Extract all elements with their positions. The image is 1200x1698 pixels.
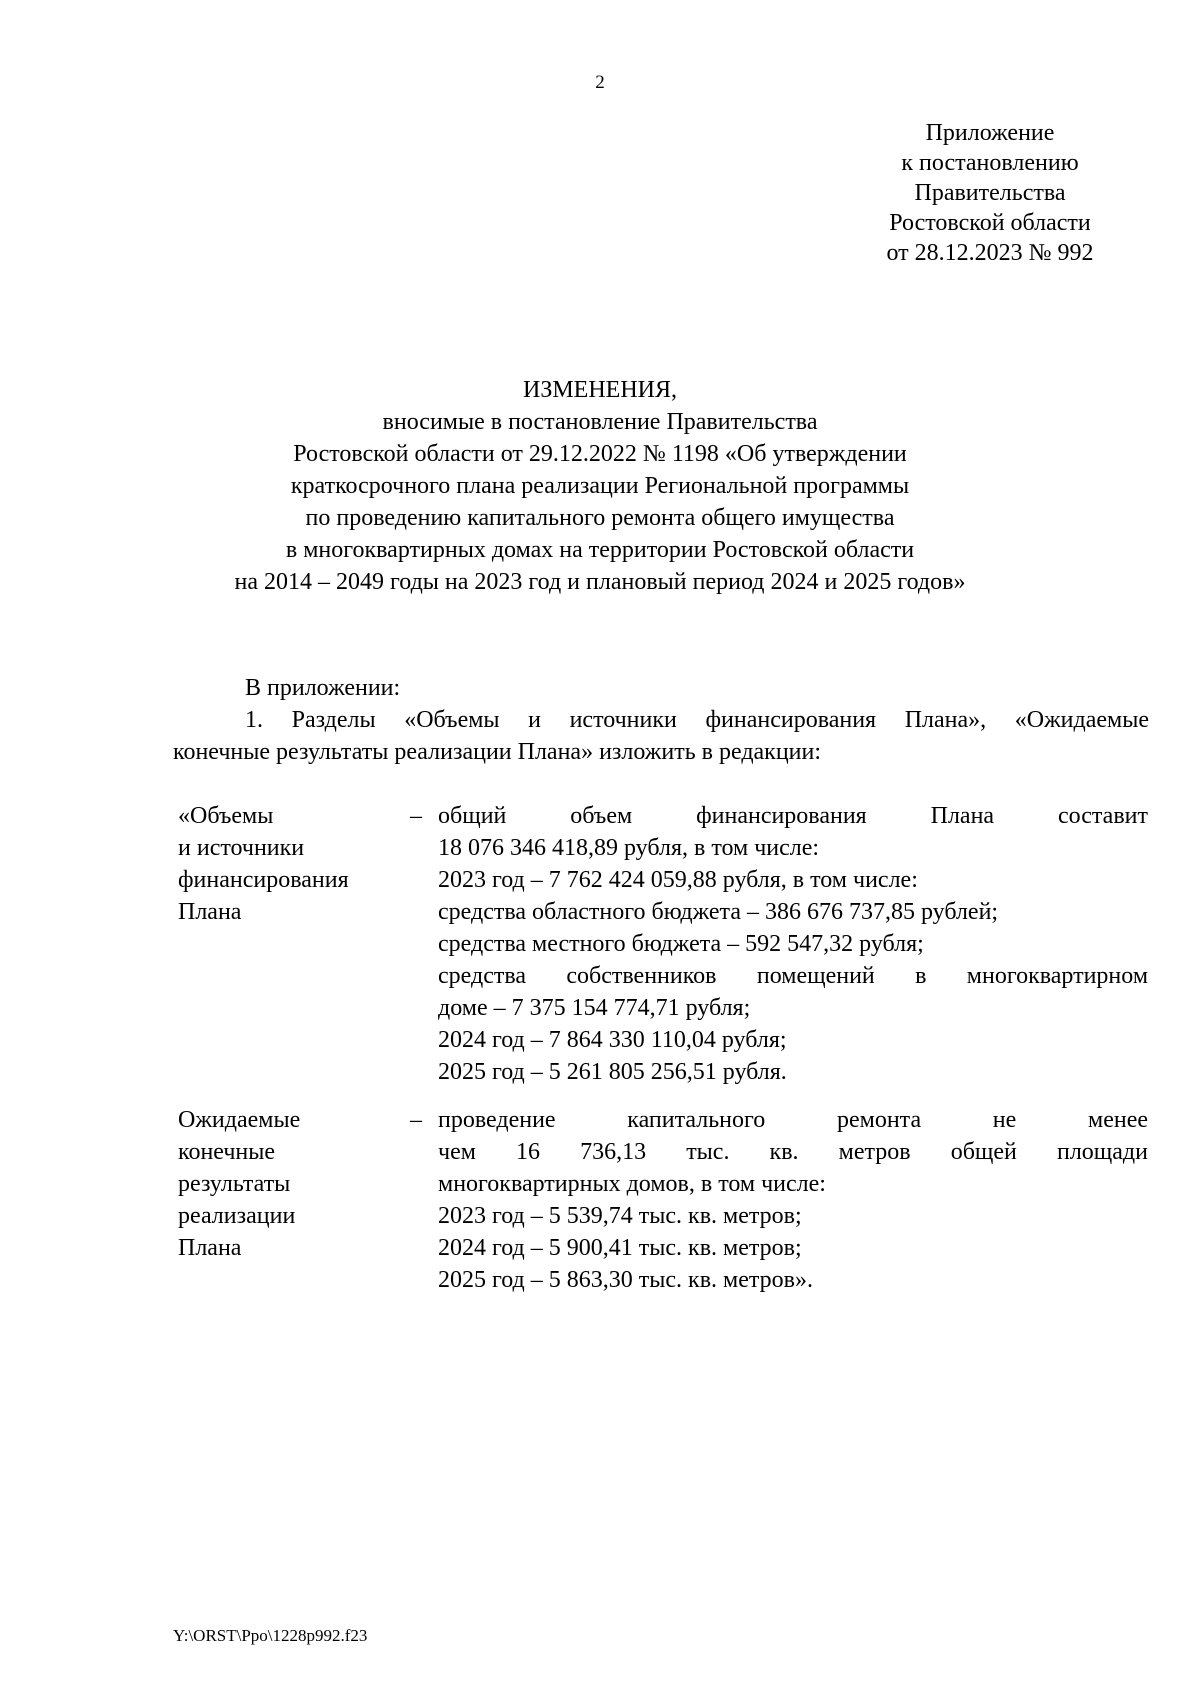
section-label-line: Ожидаемые bbox=[178, 1107, 301, 1133]
section-value bbox=[438, 1104, 1148, 1296]
appendix-line: Приложение bbox=[925, 120, 1055, 146]
section-label bbox=[178, 1104, 398, 1264]
title-line: вносимые в постановление Правительства bbox=[382, 409, 818, 435]
section-value-line: 18 076 346 418,89 рубля, в том числе: bbox=[438, 835, 820, 861]
appendix-line: Ростовской области bbox=[889, 210, 1091, 236]
appendix-line: от 28.12.2023 № 992 bbox=[886, 240, 1094, 266]
section-dash: – bbox=[410, 803, 422, 829]
section-value-line: 2023 год – 7 762 424 059,88 рубля, в том числе: bbox=[438, 867, 918, 893]
section-value-line: средства местного бюджета – 592 547,32 рубля; bbox=[438, 931, 924, 957]
section-label-line: результаты bbox=[178, 1171, 291, 1197]
section-label-line: реализации bbox=[178, 1203, 296, 1229]
appendix-block bbox=[810, 118, 1170, 268]
section-value-line: 2025 год – 5 863,30 тыс. кв. метров». bbox=[438, 1267, 813, 1293]
item-1-line-1 bbox=[173, 704, 1149, 736]
section-value-line: средства областного бюджета – 386 676 737,85 рублей; bbox=[438, 899, 999, 925]
title-heading: ИЗМЕНЕНИЯ, bbox=[522, 377, 678, 403]
section-value-line: общий объем финансирования Плана составит bbox=[438, 803, 1148, 829]
section-label-line: и источники bbox=[178, 835, 305, 861]
title-line: на 2014 – 2049 годы на 2023 год и плановый период 2024 и 2025 годов» bbox=[234, 569, 966, 595]
body-text bbox=[173, 672, 1149, 768]
appendix-line: Правительства bbox=[914, 180, 1066, 206]
section-dash: – bbox=[410, 1107, 422, 1133]
item-1-line-2: конечные результаты реализации Плана» изложить в редакции: bbox=[173, 739, 822, 765]
document-title bbox=[0, 374, 1200, 598]
section-value-line: 2025 год – 5 261 805 256,51 рубля. bbox=[438, 1059, 787, 1085]
section-label-line: Плана bbox=[178, 1235, 242, 1261]
intro-paragraph: В приложении: bbox=[245, 675, 401, 701]
section-label-line: финансирования bbox=[178, 867, 349, 893]
section-value-line: 2024 год – 5 900,41 тыс. кв. метров; bbox=[438, 1235, 802, 1261]
section-value-line: 2023 год – 5 539,74 тыс. кв. метров; bbox=[438, 1203, 802, 1229]
title-line: Ростовской области от 29.12.2022 № 1198 «Об утверждении bbox=[293, 441, 907, 467]
section-value-line: проведение капитального ремонта не менее bbox=[438, 1107, 1148, 1133]
appendix-line: к постановлению bbox=[901, 150, 1079, 176]
section-value-line: чем 16 736,13 тыс. кв. метров общей площади bbox=[438, 1139, 1148, 1165]
section-label-line: «Объемы bbox=[178, 803, 274, 829]
title-line: в многоквартирных домах на территории Ростовской области bbox=[285, 537, 915, 563]
title-line: по проведению капитального ремонта общего имущества bbox=[305, 505, 895, 531]
section-label-line: конечные bbox=[178, 1139, 276, 1165]
item-1-line-1-text: 1. Разделы «Объемы и источники финансирования Плана», «Ожидаемые bbox=[245, 707, 1149, 733]
section-value-line: доме – 7 375 154 774,71 рубля; bbox=[438, 995, 751, 1021]
section-value-line: многоквартирных домов, в том числе: bbox=[438, 1171, 826, 1197]
section-value-line: средства собственников помещений в многоквартирном bbox=[438, 963, 1148, 989]
title-line: краткосрочного плана реализации Региональной программы bbox=[290, 473, 910, 499]
section-value bbox=[438, 800, 1148, 1088]
section-value-line: 2024 год – 7 864 330 110,04 рубля; bbox=[438, 1027, 787, 1053]
section-label-line: Плана bbox=[178, 899, 242, 925]
section-label bbox=[178, 800, 398, 928]
page-number: 2 bbox=[595, 72, 605, 93]
file-path-footer: Y:\ORST\Ppo\1228p992.f23 bbox=[173, 1626, 368, 1645]
